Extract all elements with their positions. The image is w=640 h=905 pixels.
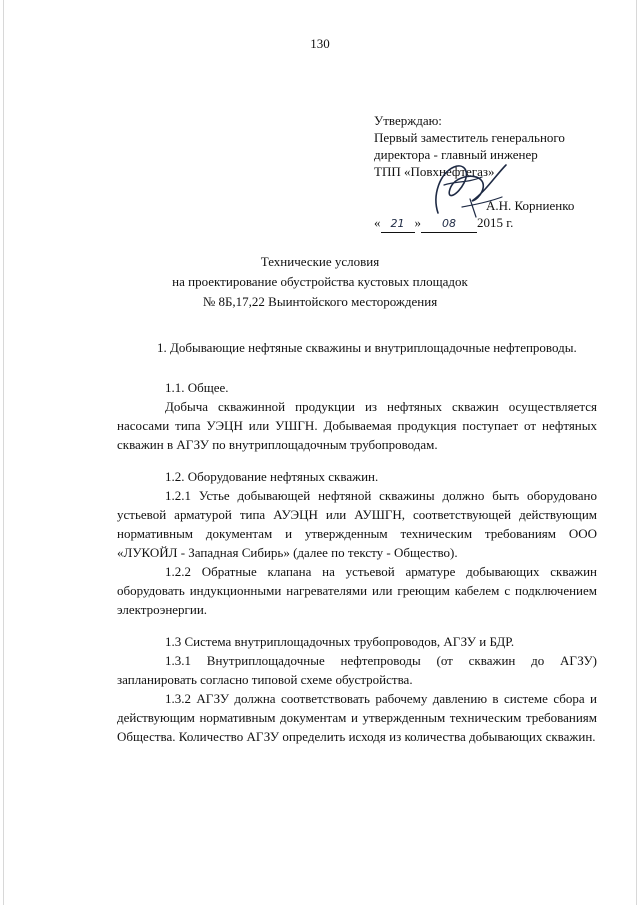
date-close-quote: » (414, 215, 421, 230)
section-1-3-1-text: 1.3.1 Внутриплощадочные нефтепроводы (от скважин до АГЗУ) запланировать согласно типовой схеме обустройства. (117, 653, 597, 687)
section-1-2-1-text: 1.2.1 Устье добывающей нефтяной скважины должно быть оборудовано устьевой арматурой типа АУЭЦН или АУШГН, соответствующей действующим нормативным документам и утвержденным техническим требованиям ООО «ЛУКОЙЛ - Западная Сибирь» (далее по тексту - Общество). (117, 488, 597, 560)
approval-heading: Утверждаю: (374, 113, 442, 128)
section-1-3-2-text: 1.3.2 АГЗУ должна соответствовать рабочему давлению в системе сбора и действующим нормативным документам и утвержденным техническим требованиям Общества. Количество АГЗУ определить исходя из количества добывающих скважин. (117, 691, 597, 744)
scan-edge-right (636, 0, 637, 905)
date-day: 21 (381, 215, 415, 233)
date-month: 08 (421, 215, 477, 233)
document-title (0, 252, 640, 312)
section-1-3-heading: 1.3 Система внутриплощадочных трубопроводов, АГЗУ и БДР. (165, 634, 515, 649)
approval-position-2: директора - главный инженер (374, 147, 538, 162)
document-body (117, 338, 597, 746)
approval-company: ТПП «Повхнефтегаз» (374, 164, 495, 179)
approval-signer: А.Н. Корниенко (486, 198, 575, 213)
title-line-2: на проектирование обустройства кустовых площадок (172, 274, 468, 289)
section-1-heading: 1. Добывающие нефтяные скважины и внутриплощадочные нефтепроводы. (157, 340, 577, 355)
date-year: 2015 г. (477, 215, 514, 230)
section-1-2-2-text: 1.2.2 Обратные клапана на устьевой арматуре добывающих скважин оборудовать индукционными нагревателями или греющим кабелем с подключением электроэнергии. (117, 564, 597, 617)
approval-position-1: Первый заместитель генерального (374, 130, 565, 145)
page-number: 130 (310, 36, 330, 51)
section-1-1-text: Добыча скважинной продукции из нефтяных скважин осуществляется насосами типа УЭЦН или УШГН. Добываемая продукция поступает от нефтяных скважин в АГЗУ по внутриплощадочным трубопроводам. (117, 399, 597, 452)
scan-edge-left (3, 0, 4, 905)
section-1-1-heading: 1.1. Общее. (165, 380, 229, 395)
title-line-3: № 8Б,17,22 Выинтойского месторождения (202, 294, 438, 309)
section-1-2-heading: 1.2. Оборудование нефтяных скважин. (165, 469, 379, 484)
date-open-quote: « (374, 215, 381, 230)
handwritten-signature (410, 155, 530, 225)
title-line-1: Технические условия (260, 254, 380, 269)
